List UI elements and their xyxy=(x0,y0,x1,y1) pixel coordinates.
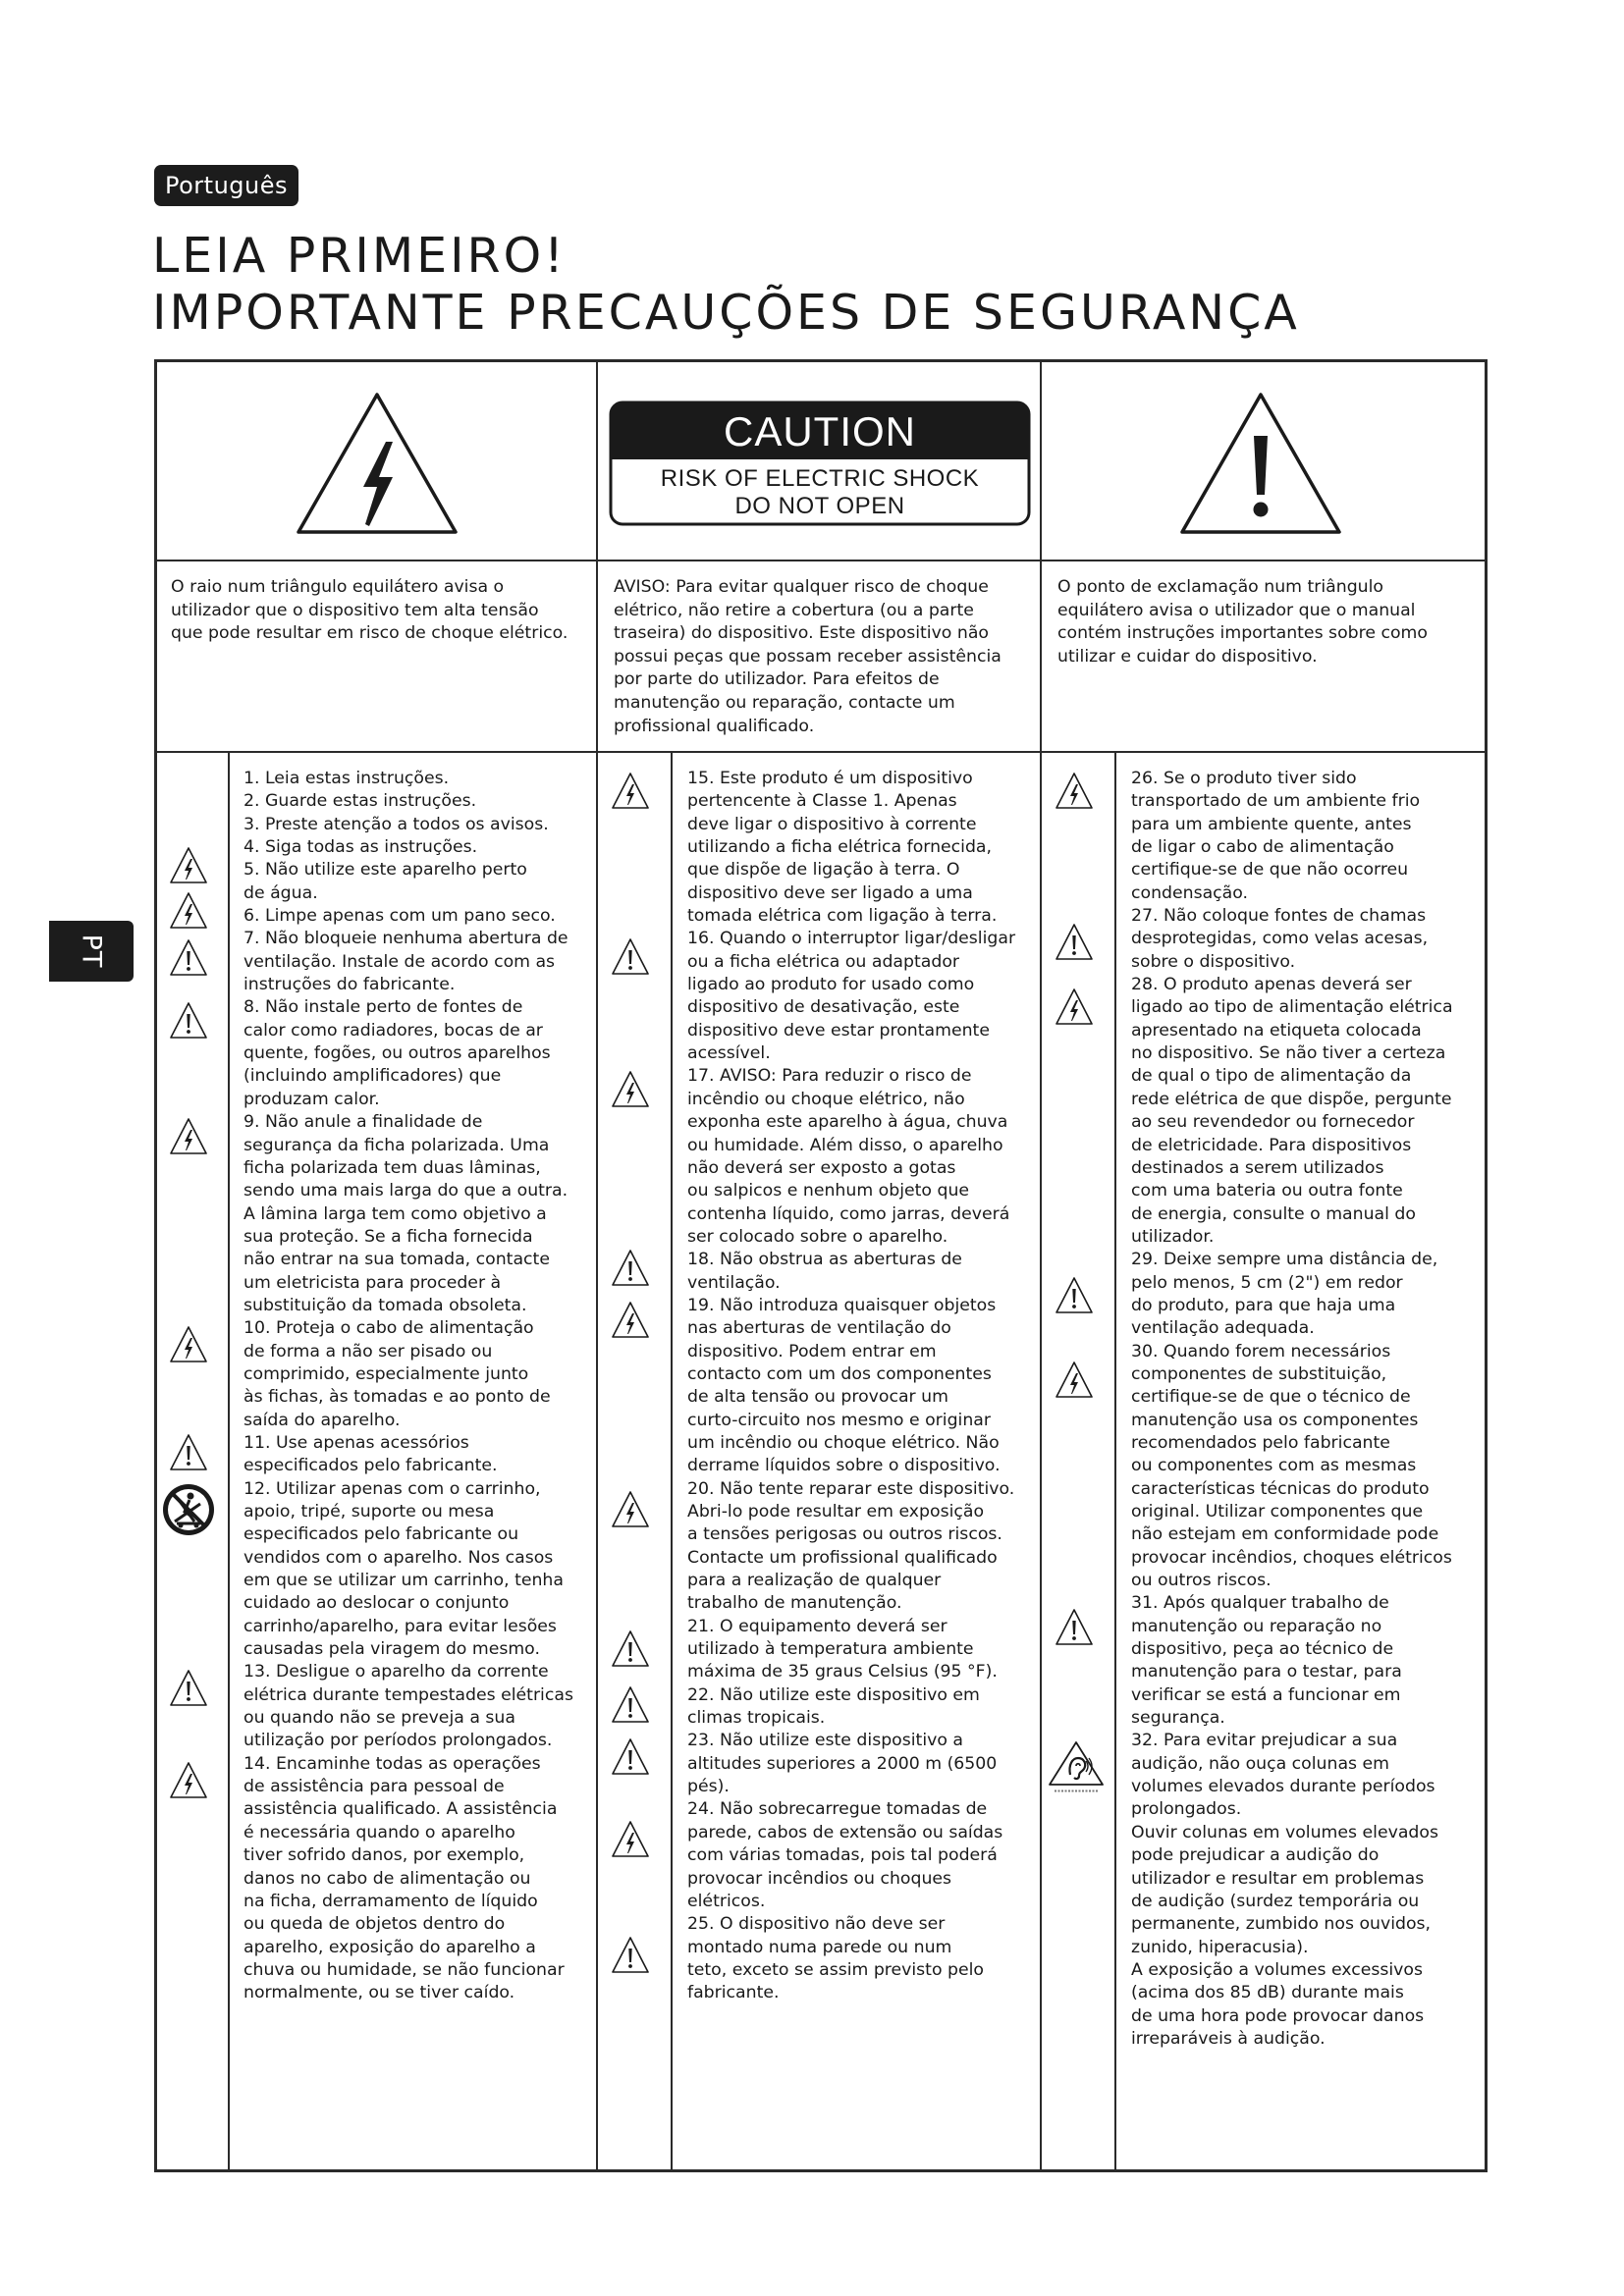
instruction-line: desprotegidas, como velas acesas, xyxy=(1131,929,1429,949)
instruction-line: manutenção usa os componentes xyxy=(1131,1410,1419,1430)
instruction-line: 3. Preste atenção a todos os avisos. xyxy=(244,814,549,834)
instruction-line: é necessária quando o aparelho xyxy=(244,1822,515,1842)
lightning-warning-icon xyxy=(611,1070,650,1109)
instruction-line: cuidado ao deslocar o conjunto xyxy=(244,1593,510,1614)
instruction-line: dispositivo de desativação, este xyxy=(687,997,960,1018)
instruction-line: apresentado na etiqueta colocada xyxy=(1131,1020,1422,1041)
instruction-line: ventilação. Instale de acordo com as xyxy=(244,951,556,972)
instruction-line: 13. Desligue o aparelho da corrente xyxy=(244,1662,549,1682)
instruction-line: utilização por períodos prolongados. xyxy=(244,1731,553,1751)
instruction-line: substituição da tomada obsoleta. xyxy=(244,1295,527,1315)
description-line: possui peças que possam receber assistência xyxy=(614,646,1001,667)
side-language-tab-label: PT xyxy=(76,934,107,969)
instruction-line: componentes de substituição, xyxy=(1131,1363,1387,1384)
instruction-line: dispositivo. Podem entrar em xyxy=(687,1341,937,1362)
exclamation-warning-icon xyxy=(169,1433,208,1472)
instruction-line: ligado ao produto for usado como xyxy=(687,975,975,995)
instruction-line: fabricante. xyxy=(687,1983,780,2003)
caution-line-2: DO NOT OPEN xyxy=(734,493,905,519)
lightning-warning-icon xyxy=(295,391,460,536)
instruction-line: condensação. xyxy=(1131,882,1249,903)
instruction-line: normalmente, ou se tiver caído. xyxy=(244,1983,515,2003)
instruction-line: 9. Não anule a finalidade de xyxy=(244,1112,483,1133)
instruction-line: 32. Para evitar prejudicar a sua xyxy=(1131,1731,1398,1751)
instruction-line: Contacte um profissional qualificado xyxy=(687,1547,998,1568)
lightning-warning-icon xyxy=(1055,988,1094,1027)
instruction-line: 7. Não bloqueie nenhuma abertura de xyxy=(244,929,568,949)
icon-column-divider-3 xyxy=(1114,751,1116,2172)
description-line: AVISO: Para evitar qualquer risco de choque xyxy=(614,577,989,597)
instruction-line: 5. Não utilize este aparelho perto xyxy=(244,860,527,881)
instruction-line: 12. Utilizar apenas com o carrinho, xyxy=(244,1478,541,1499)
exclamation-warning-icon xyxy=(611,1685,650,1725)
description-line: utilizar e cuidar do dispositivo. xyxy=(1057,646,1318,667)
instruction-line: instruções do fabricante. xyxy=(244,975,456,995)
instruction-line: ventilação adequada. xyxy=(1131,1318,1315,1339)
instruction-line: de alta tensão ou provocar um xyxy=(687,1387,948,1408)
exclamation-warning-icon xyxy=(1055,1608,1094,1647)
caution-label xyxy=(609,400,1031,526)
instruction-line: 30. Quando forem necessários xyxy=(1131,1341,1391,1362)
instruction-line: 19. Não introduza quaisquer objetos xyxy=(687,1295,997,1315)
instruction-line: segurança. xyxy=(1131,1708,1225,1729)
instruction-line: 20. Não tente reparar este dispositivo. xyxy=(687,1478,1015,1499)
instruction-line: (incluindo amplificadores) que xyxy=(244,1066,502,1087)
instruction-line: exponha este aparelho à água, chuva xyxy=(687,1112,1008,1133)
instruction-line: utilizador e resultar em problemas xyxy=(1131,1868,1425,1889)
instruction-line: 31. Após qualquer trabalho de xyxy=(1131,1593,1389,1614)
instruction-line: não deverá ser exposto a gotas xyxy=(687,1157,956,1178)
divider-vertical-1 xyxy=(596,359,598,2172)
instruction-line: na ficha, derramamento de líquido xyxy=(244,1891,538,1911)
instruction-line: acessível. xyxy=(687,1043,771,1064)
instruction-line: permanente, zumbido nos ouvidos, xyxy=(1131,1914,1432,1935)
divider-vertical-2 xyxy=(1040,359,1042,2172)
hearing-warning-icon xyxy=(1047,1739,1106,1796)
instruction-line: danos no cabo de alimentação ou xyxy=(244,1868,531,1889)
instruction-line: segurança da ficha polarizada. Uma xyxy=(244,1135,550,1155)
instruction-line: 8. Não instale perto de fontes de xyxy=(244,997,523,1018)
instruction-line: de energia, consulte o manual do xyxy=(1131,1203,1416,1224)
page-title-line-2: IMPORTANTE PRECAUÇÕES DE SEGURANÇA xyxy=(152,285,1300,341)
instruction-line: de assistência para pessoal de xyxy=(244,1777,505,1797)
instruction-line: máxima de 35 graus Celsius (95 °F). xyxy=(687,1662,998,1682)
instruction-line: para a realização de qualquer xyxy=(687,1571,942,1591)
instruction-line: ligado ao tipo de alimentação elétrica xyxy=(1131,997,1453,1018)
lightning-warning-icon xyxy=(169,1117,208,1156)
divider-horizontal-2 xyxy=(154,751,1488,753)
instructions-column-3 xyxy=(1131,768,1453,2051)
instruction-line: ou humidade. Além disso, o aparelho xyxy=(687,1135,1003,1155)
instruction-line: um eletricista para proceder à xyxy=(244,1272,502,1293)
instruction-line: ficha polarizada tem duas lâminas, xyxy=(244,1157,541,1178)
lightning-warning-icon xyxy=(169,1325,208,1364)
instruction-line: apoio, tripé, suporte ou mesa xyxy=(244,1502,495,1522)
instruction-line: contacto com um dos componentes xyxy=(687,1363,992,1384)
instruction-line: volumes elevados durante períodos xyxy=(1131,1777,1435,1797)
caution-heading: CAUTION xyxy=(724,408,916,454)
instruction-line: ou salpicos e nenhum objeto que xyxy=(687,1181,970,1201)
instruction-line: transportado de um ambiente frio xyxy=(1131,791,1421,812)
instruction-line: provocar incêndios ou choques xyxy=(687,1868,952,1889)
instruction-line: não entrar na sua tomada, contacte xyxy=(244,1250,550,1270)
lightning-warning-icon xyxy=(169,846,208,885)
instruction-line: 2. Guarde estas instruções. xyxy=(244,791,477,812)
instruction-line: comprimido, especialmente junto xyxy=(244,1363,529,1384)
instruction-line: parede, cabos de extensão ou saídas xyxy=(687,1822,1003,1842)
exclamation-warning-icon xyxy=(1178,391,1343,536)
instruction-line: aparelho, exposição do aparelho a xyxy=(244,1937,536,1957)
page-title-line-1: LEIA PRIMEIRO! xyxy=(152,228,567,284)
instruction-line: calor como radiadores, bocas de ar xyxy=(244,1020,543,1041)
instruction-line: deve ligar o dispositivo à corrente xyxy=(687,814,977,834)
description-line: contém instruções importantes sobre como xyxy=(1057,623,1428,644)
page-title xyxy=(152,228,1300,342)
instruction-line: dispositivo deve ser ligado a uma xyxy=(687,882,973,903)
instruction-line: 22. Não utilize este dispositivo em xyxy=(687,1684,980,1705)
exclamation-description xyxy=(1057,576,1428,668)
instruction-line: audição, não ouça colunas em xyxy=(1131,1753,1390,1774)
instruction-line: verificar se está a funcionar em xyxy=(1131,1684,1401,1705)
description-line: O ponto de exclamação num triângulo xyxy=(1057,577,1384,597)
icon-column-divider-1 xyxy=(228,751,230,2172)
instruction-line: certifique-se de que o técnico de xyxy=(1131,1387,1411,1408)
exclamation-warning-icon xyxy=(611,1737,650,1777)
instruction-line: ao seu revendedor ou fornecedor xyxy=(1131,1112,1415,1133)
instruction-line: teto, exceto se assim previsto pelo xyxy=(687,1959,984,1980)
instruction-line: ou outros riscos. xyxy=(1131,1571,1272,1591)
instruction-line: sendo uma mais larga do que a outra. xyxy=(244,1181,568,1201)
exclamation-warning-icon xyxy=(611,937,650,977)
instruction-line: montado numa parede ou num xyxy=(687,1937,952,1957)
instruction-line: sua proteção. Se a ficha fornecida xyxy=(244,1226,533,1247)
instruction-line: no dispositivo. Se não tiver a certeza xyxy=(1131,1043,1446,1064)
exclamation-warning-icon xyxy=(611,1629,650,1669)
instruction-line: Abri-lo pode resultar em exposição xyxy=(687,1502,985,1522)
instruction-line: curto-circuito nos mesmo e originar xyxy=(687,1410,992,1430)
instruction-line: recomendados pelo fabricante xyxy=(1131,1432,1390,1453)
description-line: O raio num triângulo equilátero avisa o xyxy=(171,577,505,597)
exclamation-warning-icon xyxy=(169,1669,208,1708)
instruction-line: de audição (surdez temporária ou xyxy=(1131,1891,1420,1911)
instruction-line: de ligar o cabo de alimentação xyxy=(1131,837,1394,858)
instruction-line: 29. Deixe sempre uma distância de, xyxy=(1131,1250,1438,1270)
instruction-line: carrinho/aparelho, para evitar lesões xyxy=(244,1616,557,1636)
instruction-line: 26. Se o produto tiver sido xyxy=(1131,769,1357,788)
instruction-line: com várias tomadas, pois tal poderá xyxy=(687,1845,998,1866)
description-line: equilátero avisa o utilizador que o manual xyxy=(1057,600,1416,620)
aviso-description xyxy=(614,576,1001,738)
lightning-warning-icon xyxy=(169,891,208,931)
lightning-description xyxy=(171,576,568,646)
instruction-line: 1. Leia estas instruções. xyxy=(244,769,450,788)
instruction-line: 23. Não utilize este dispositivo a xyxy=(687,1731,964,1751)
instruction-line: provocar incêndios, choques elétricos xyxy=(1131,1547,1452,1568)
instruction-line: pertencente à Classe 1. Apenas xyxy=(687,791,957,812)
instruction-line: climas tropicais. xyxy=(687,1708,826,1729)
description-line: utilizador que o dispositivo tem alta tensão xyxy=(171,600,539,620)
instruction-line: nas aberturas de ventilação do xyxy=(687,1318,951,1339)
divider-horizontal-1 xyxy=(154,560,1488,561)
instruction-line: ser colocado sobre o aparelho. xyxy=(687,1226,948,1247)
instruction-line: que dispõe de ligação à terra. O xyxy=(687,860,960,881)
instruction-line: rede elétrica de que dispõe, pergunte xyxy=(1131,1089,1452,1109)
icon-column-divider-2 xyxy=(671,751,673,2172)
instruction-line: 11. Use apenas acessórios xyxy=(244,1432,469,1453)
instruction-line: de eletricidade. Para dispositivos xyxy=(1131,1135,1412,1155)
instruction-line: 18. Não obstrua as aberturas de xyxy=(687,1250,962,1270)
instruction-line: prolongados. xyxy=(1131,1799,1242,1820)
instruction-line: manutenção ou reparação no xyxy=(1131,1616,1382,1636)
exclamation-warning-icon xyxy=(611,1249,650,1288)
instruction-line: ou a ficha elétrica ou adaptador xyxy=(687,951,960,972)
instruction-line: do produto, para que haja uma xyxy=(1131,1295,1396,1315)
instruction-line: zunido, hiperacusia). xyxy=(1131,1937,1309,1957)
instructions-column-1 xyxy=(244,768,573,2005)
instruction-line: certifique-se de que não ocorreu xyxy=(1131,860,1409,881)
instruction-line: ventilação. xyxy=(687,1272,781,1293)
instruction-line: original. Utilizar componentes que xyxy=(1131,1502,1424,1522)
instruction-line: causadas pela viragem do mesmo. xyxy=(244,1639,540,1660)
language-badge: Português xyxy=(154,165,298,206)
instruction-line: destinados a serem utilizados xyxy=(1131,1157,1384,1178)
instruction-line: assistência qualificado. A assistência xyxy=(244,1799,558,1820)
instruction-line: pelo menos, 5 cm (2") em redor xyxy=(1131,1272,1403,1293)
lightning-warning-icon xyxy=(169,1761,208,1800)
instruction-line: A exposição a volumes excessivos xyxy=(1131,1959,1423,1980)
instruction-line: A lâmina larga tem como objetivo a xyxy=(244,1203,547,1224)
instruction-line: utilizado à temperatura ambiente xyxy=(687,1639,974,1660)
exclamation-warning-icon xyxy=(169,1001,208,1041)
instruction-line: tiver sofrido danos, por exemplo, xyxy=(244,1845,525,1866)
description-line: elétrico, não retire a cobertura (ou a parte xyxy=(614,600,974,620)
cart-tip-over-icon xyxy=(161,1482,216,1537)
instruction-line: tomada elétrica com ligação à terra. xyxy=(687,906,998,927)
instruction-line: pode prejudicar a audição do xyxy=(1131,1845,1380,1866)
description-line: que pode resultar em risco de choque elétrico. xyxy=(171,623,568,644)
instruction-line: Ouvir colunas em volumes elevados xyxy=(1131,1822,1438,1842)
instruction-line: 17. AVISO: Para reduzir o risco de xyxy=(687,1066,972,1087)
instruction-line: altitudes superiores a 2000 m (6500 xyxy=(687,1753,998,1774)
instruction-line: para um ambiente quente, antes xyxy=(1131,814,1412,834)
instruction-line: de uma hora pode provocar danos xyxy=(1131,2005,1425,2026)
instructions-column-2 xyxy=(687,768,1015,2005)
instruction-line: contenha líquido, como jarras, deverá xyxy=(687,1203,1010,1224)
description-line: por parte do utilizador. Para efeitos de xyxy=(614,669,940,690)
instruction-line: produzam calor. xyxy=(244,1089,380,1109)
lightning-warning-icon xyxy=(611,772,650,811)
lightning-warning-icon xyxy=(611,1820,650,1859)
instruction-line: não estejam em conformidade pode xyxy=(1131,1524,1439,1545)
instruction-line: dispositivo, peça ao técnico de xyxy=(1131,1639,1394,1660)
lightning-warning-icon xyxy=(611,1490,650,1529)
exclamation-warning-icon xyxy=(1055,923,1094,962)
instruction-line: 28. O produto apenas deverá ser xyxy=(1131,975,1412,995)
instruction-line: elétricos. xyxy=(687,1891,766,1911)
instruction-line: de água. xyxy=(244,882,318,903)
instruction-line: 25. O dispositivo não deve ser xyxy=(687,1914,946,1935)
side-language-tab xyxy=(49,921,134,982)
instruction-line: derrame líquidos sobre o dispositivo. xyxy=(687,1456,1001,1476)
instruction-line: características técnicas do produto xyxy=(1131,1478,1430,1499)
instruction-line: incêndio ou choque elétrico, não xyxy=(687,1089,965,1109)
instruction-line: elétrica durante tempestades elétricas xyxy=(244,1684,573,1705)
instruction-line: sobre o dispositivo. xyxy=(1131,951,1296,972)
lightning-warning-icon xyxy=(1055,772,1094,811)
description-line: profissional qualificado. xyxy=(614,716,815,736)
description-line: traseira) do dispositivo. Este dispositivo não xyxy=(614,623,989,644)
lightning-warning-icon xyxy=(611,1301,650,1340)
instruction-line: com uma bateria ou outra fonte xyxy=(1131,1181,1403,1201)
instruction-line: irreparáveis à audição. xyxy=(1131,2028,1326,2049)
lightning-warning-icon xyxy=(1055,1361,1094,1400)
instruction-line: pés). xyxy=(687,1777,730,1797)
instruction-line: em que se utilizar um carrinho, tenha xyxy=(244,1571,564,1591)
instruction-line: ou quando não se preveja a sua xyxy=(244,1708,515,1729)
instruction-line: vendidos com o aparelho. Nos casos xyxy=(244,1547,554,1568)
instruction-line: especificados pelo fabricante. xyxy=(244,1456,498,1476)
instruction-line: (acima dos 85 dB) durante mais xyxy=(1131,1983,1404,2003)
instruction-line: trabalho de manutenção. xyxy=(687,1593,902,1614)
instruction-line: dispositivo deve estar prontamente xyxy=(687,1020,990,1041)
caution-line-1: RISK OF ELECTRIC SHOCK xyxy=(660,465,980,492)
instruction-line: utilizando a ficha elétrica fornecida, xyxy=(687,837,993,858)
instruction-line: 27. Não coloque fontes de chamas xyxy=(1131,906,1427,927)
instruction-line: 16. Quando o interruptor ligar/desligar xyxy=(687,929,1016,949)
instruction-line: às fichas, às tomadas e ao ponto de xyxy=(244,1387,551,1408)
instruction-line: um incêndio ou choque elétrico. Não xyxy=(687,1432,1000,1453)
instruction-line: chuva ou humidade, se não funcionar xyxy=(244,1959,565,1980)
instruction-line: de forma a não ser pisado ou xyxy=(244,1341,493,1362)
instruction-line: 10. Proteja o cabo de alimentação xyxy=(244,1318,534,1339)
exclamation-warning-icon xyxy=(1055,1276,1094,1315)
instruction-line: 21. O equipamento deverá ser xyxy=(687,1616,947,1636)
exclamation-warning-icon xyxy=(169,938,208,978)
instruction-line: ou queda de objetos dentro do xyxy=(244,1914,506,1935)
instruction-line: 4. Siga todas as instruções. xyxy=(244,837,478,858)
description-line: manutenção ou reparação, contacte um xyxy=(614,692,955,713)
instruction-line: saída do aparelho. xyxy=(244,1410,401,1430)
instruction-line: de qual o tipo de alimentação da xyxy=(1131,1066,1412,1087)
instruction-line: manutenção para o testar, para xyxy=(1131,1662,1402,1682)
instruction-line: quente, fogões, ou outros aparelhos xyxy=(244,1043,551,1064)
instruction-line: utilizador. xyxy=(1131,1226,1215,1247)
instruction-line: a tensões perigosas ou outros riscos. xyxy=(687,1524,1002,1545)
instruction-line: 15. Este produto é um dispositivo xyxy=(687,769,973,788)
instruction-line: 24. Não sobrecarregue tomadas de xyxy=(687,1799,988,1820)
instruction-line: 6. Limpe apenas com um pano seco. xyxy=(244,906,556,927)
exclamation-warning-icon xyxy=(611,1936,650,1975)
instruction-line: especificados pelo fabricante ou xyxy=(244,1524,519,1545)
instruction-line: ou componentes com as mesmas xyxy=(1131,1456,1417,1476)
instruction-line: 14. Encaminhe todas as operações xyxy=(244,1753,541,1774)
